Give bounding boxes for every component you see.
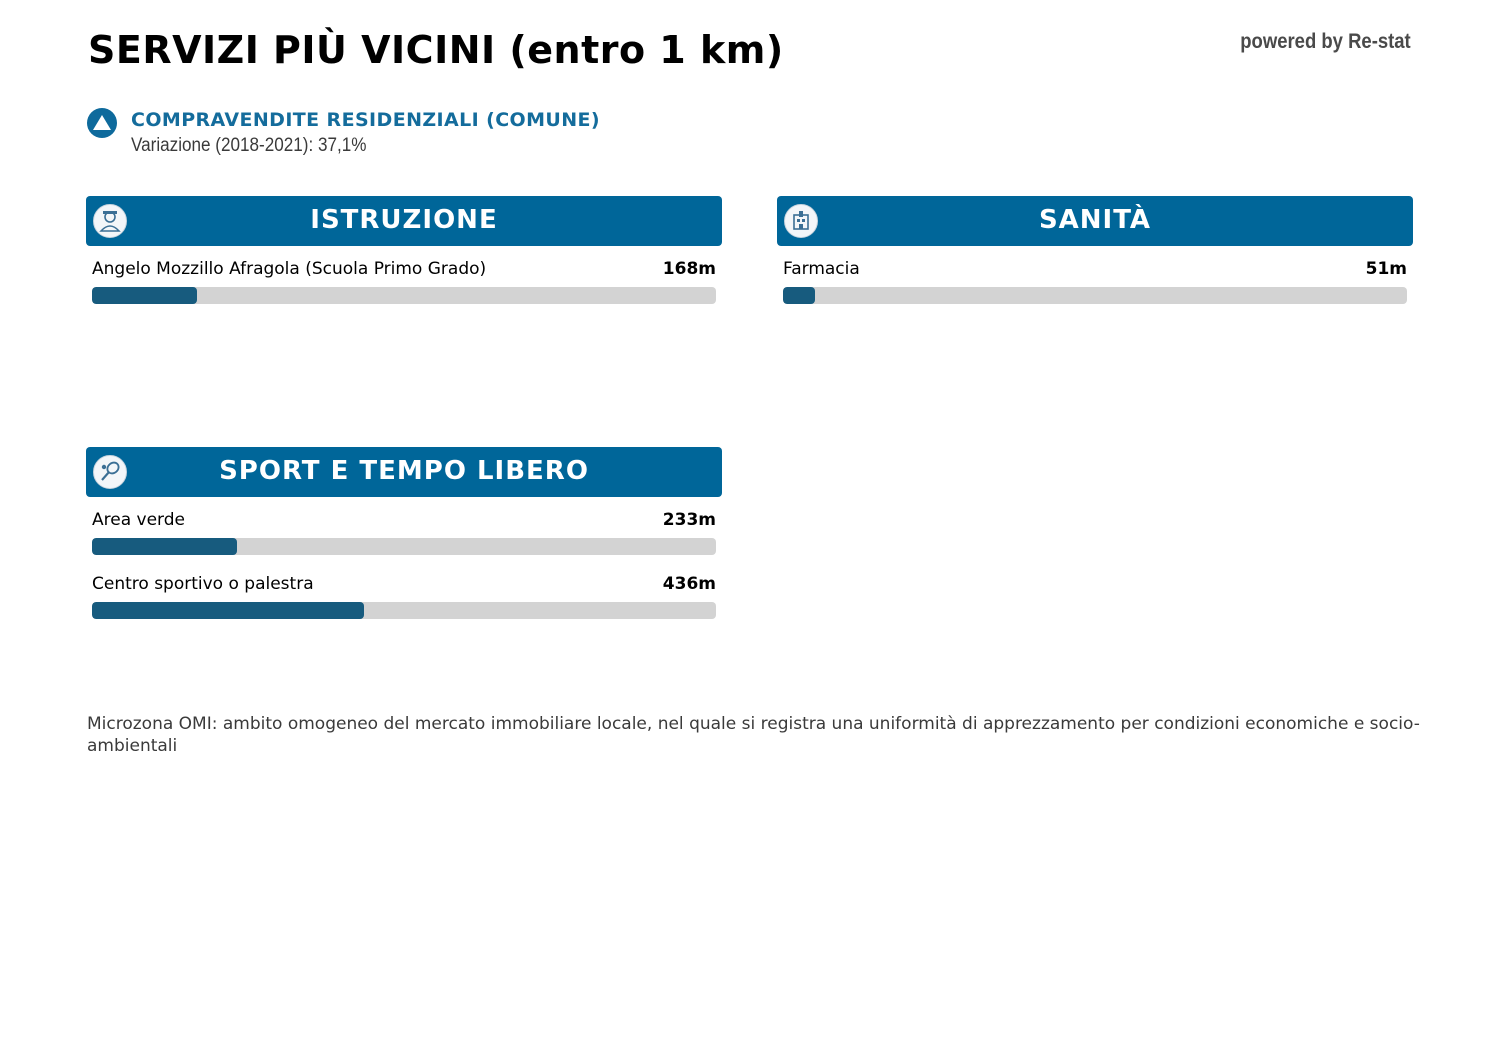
section-title: ISTRUZIONE [310,205,498,235]
section-istruzione [86,196,722,310]
distance-bar [92,602,716,619]
section-title: SANITÀ [1038,205,1152,235]
list-item [92,497,716,561]
distance-bar-fill [92,538,237,555]
list-item [92,561,716,625]
item-label: Angelo Mozzillo Afragola (Scuola Primo Grado) [92,259,487,279]
distance-bar [92,538,716,555]
list-item [783,246,1407,310]
footnote: Microzona OMI: ambito omogeneo del mercato immobiliare locale, nel quale si registra una uniformità di apprezzamento per condizioni economiche e socio-ambientali [87,714,1420,756]
section-header [86,196,722,246]
list-item [92,246,716,310]
section-title: SPORT E TEMPO LIBERO [219,456,589,486]
distance-bar [783,287,1407,304]
page-title: SERVIZI PIÙ VICINI (entro 1 km) [88,28,784,72]
powered-by-label: powered by Re-stat [1240,30,1411,53]
item-label: Centro sportivo o palestra [92,574,314,594]
item-distance: 168m [662,259,716,279]
distance-bar [92,287,716,304]
section-sport [86,447,722,625]
section-header [777,196,1413,246]
item-distance: 51m [1365,259,1407,279]
stat-title: COMPRAVENDITE RESIDENZIALI (COMUNE) [131,109,600,131]
item-distance: 436m [662,574,716,594]
section-sanita [777,196,1413,310]
distance-bar-fill [92,287,197,304]
section-header [86,447,722,497]
stat-subtitle: Variazione (2018-2021): 37,1% [131,135,367,156]
distance-bar-fill [92,602,364,619]
item-distance: 233m [662,510,716,530]
distance-bar-fill [783,287,815,304]
triangle-up-icon [87,108,117,138]
item-label: Farmacia [783,259,860,279]
item-label: Area verde [92,510,185,530]
